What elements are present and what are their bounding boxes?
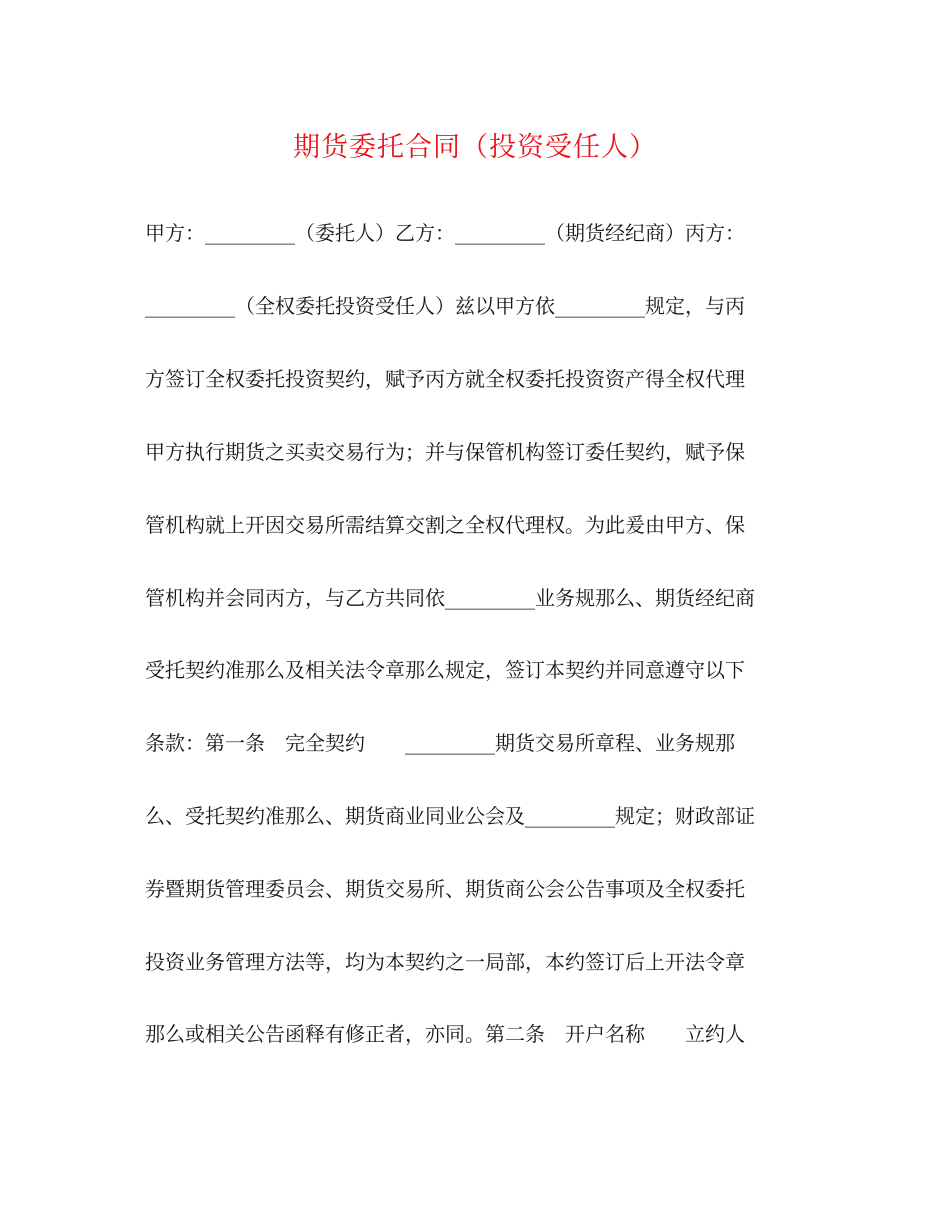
body-line-8: 条款：第一条 完全契约 _________期货交易所章程、业务规那 (145, 731, 735, 755)
body-line-2: _________（全权委托投资受任人）兹以甲方依_________规定，与丙 (145, 294, 745, 318)
body-line-10: 券暨期货管理委员会、期货交易所、期货商公会公告事项及全权委托 (145, 877, 745, 901)
body-line-3: 方签订全权委托投资契约，赋予丙方就全权委托投资资产得全权代理 (145, 367, 745, 391)
body-line-11: 投资业务管理方法等，均为本契约之一局部，本约签订后上开法令章 (145, 950, 745, 974)
body-line-6: 管机构并会同丙方，与乙方共同依_________业务规那么、期货经纪商 (145, 586, 755, 610)
body-line-7: 受托契约准那么及相关法令章那么规定，签订本契约并同意遵守以下 (145, 658, 745, 682)
body-line-5: 管机构就上开因交易所需结算交割之全权代理权。为此爰由甲方、保 (145, 513, 745, 537)
body-line-1: 甲方：_________（委托人）乙方：_________（期货经纪商）丙方： (145, 221, 745, 245)
body-line-12: 那么或相关公告函释有修正者，亦同。第二条 开户名称 立约人 (145, 1022, 745, 1046)
body-line-4: 甲方执行期货之买卖交易行为；并与保管机构签订委任契约，赋予保 (145, 440, 745, 464)
document-title: 期货委托合同（投资受任人） (293, 132, 657, 163)
body-line-9: 么、受托契约准那么、期货商业同业公会及_________规定；财政部证 (145, 804, 755, 828)
